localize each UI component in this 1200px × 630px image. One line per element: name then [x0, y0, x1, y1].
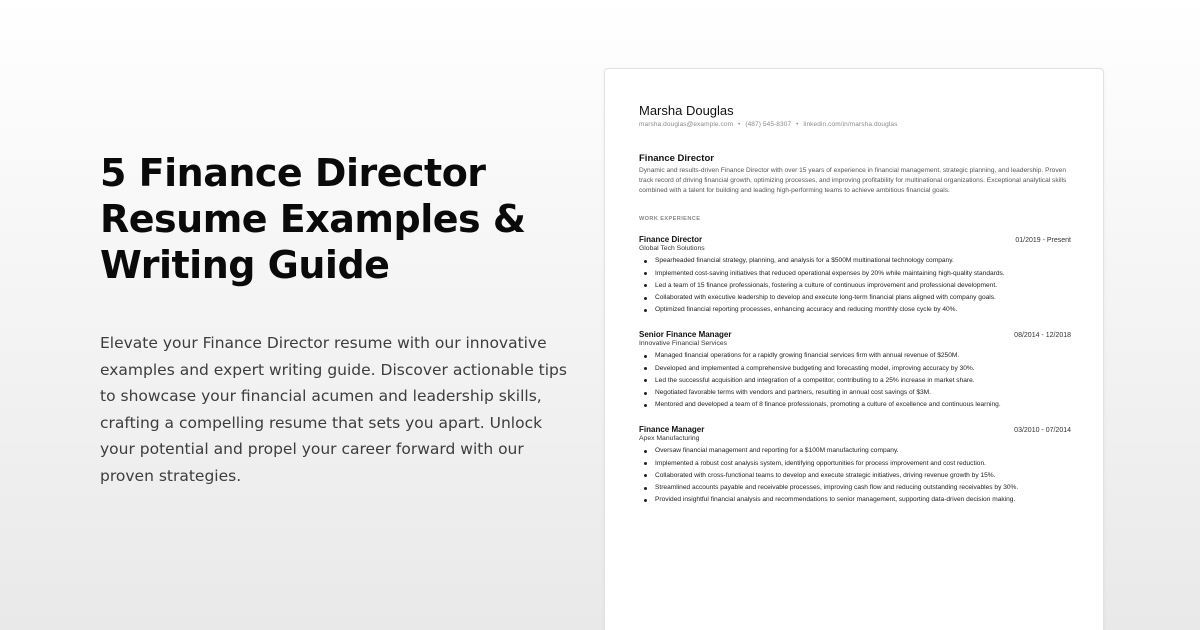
job-company: Global Tech Solutions	[639, 245, 705, 253]
section-label-work-experience: WORK EXPERIENCE	[639, 216, 701, 223]
job-bullet: Negotiated favorable terms with vendors and partners, resulting in annual cost savings of $3M.	[639, 387, 1071, 399]
job-bullet: Oversaw financial management and reporting for a $100M manufacturing company.	[639, 445, 1071, 457]
resume-preview-card	[604, 68, 1104, 630]
job-dates: 01/2019 - Present	[1015, 237, 1071, 245]
hero-section	[100, 150, 570, 490]
job-company: Apex Manufacturing	[639, 435, 700, 443]
job-bullet: Streamlined accounts payable and receivable processes, improving cash flow and reducing outstanding receivables by 30%.	[639, 482, 1071, 494]
job-bullets	[639, 350, 1071, 411]
page-title	[100, 150, 570, 288]
job-bullets	[639, 445, 1071, 506]
contact-linkedin: linkedin.com/in/marsha.douglas	[803, 121, 898, 128]
title-line: 5 Finance Director	[100, 151, 486, 195]
job-bullet: Collaborated with executive leadership to develop and execute long-term financial plans aligned with company goals.	[639, 292, 1071, 304]
job-company: Innovative Financial Services	[639, 340, 728, 348]
intro-line: your potential and propel your career forward with our	[100, 440, 524, 459]
job-bullet: Managed financial operations for a rapidly growing financial services firm with annual revenue of $250M.	[639, 350, 1071, 362]
contact-phone: (487) 545-8307	[745, 121, 792, 128]
job-entry	[639, 330, 1071, 411]
job-header	[639, 425, 1071, 434]
job-title: Senior Finance Manager	[639, 330, 732, 340]
job-bullet: Developed and implemented a comprehensive budgeting and forecasting model, improving accuracy by 30%.	[639, 363, 1071, 375]
job-bullet: Optimized financial reporting processes, enhancing accuracy and reducing monthly close cycle by 40%.	[639, 304, 1071, 316]
contact-email: marsha.douglas@example.com	[639, 121, 734, 128]
resume-content	[639, 103, 1071, 506]
intro-line: crafting a compelling resume that sets you apart. Unlock	[100, 413, 543, 432]
title-line: Writing Guide	[100, 243, 390, 287]
intro-line: Elevate your Finance Director resume with our innovative	[100, 334, 547, 352]
job-bullet: Implemented cost-saving initiatives that reduced operational expenses by 20% while maintaining high-quality standards.	[639, 268, 1071, 280]
title-line: Resume Examples &	[100, 197, 526, 241]
resume-name: Marsha Douglas	[639, 103, 734, 118]
job-title: Finance Director	[639, 235, 703, 245]
job-header	[639, 330, 1071, 339]
job-bullet: Led the successful acquisition and integration of a competitor, contributing to a 25% increase in market share.	[639, 375, 1071, 387]
job-bullet: Provided insightful financial analysis and recommendations to senior management, supporting data-driven decision making.	[639, 494, 1071, 506]
contact-separator: •	[738, 121, 741, 128]
job-bullet: Implemented a robust cost analysis system, identifying opportunities for process improvement and cost reduction.	[639, 458, 1071, 470]
job-bullet: Led a team of 15 finance professionals, fostering a culture of continuous improvement and professional development.	[639, 280, 1071, 292]
job-bullet: Mentored and developed a team of 8 finance professionals, promoting a culture of excellence and continuous learning.	[639, 399, 1071, 411]
intro-line: proven strategies.	[100, 466, 242, 485]
job-entry	[639, 235, 1071, 316]
job-dates: 08/2014 - 12/2018	[1014, 332, 1071, 340]
job-dates: 03/2010 - 07/2014	[1014, 427, 1071, 435]
intro-line: to showcase your financial acumen and leadership skills,	[100, 387, 542, 406]
job-bullet: Spearheaded financial strategy, planning, and analysis for a $500M multinational technology company.	[639, 255, 1071, 267]
contact-separator: •	[796, 121, 799, 128]
job-header	[639, 235, 1071, 244]
resume-title: Finance Director	[639, 153, 714, 164]
resume-summary: Dynamic and results-driven Finance Director with over 15 years of experience in financial management, strategic planning, and leadership. Proven track record of driving financial growth, optimizing processes, and improving profitability for multinational organizations. Exceptional analytical skills combined with a talent for building and leading high-performing teams to achieve ambitious financial goals.	[639, 167, 1067, 194]
job-bullet: Collaborated with cross-functional teams to develop and execute strategic initiatives, driving revenue growth by 15%.	[639, 470, 1071, 482]
job-bullets	[639, 255, 1071, 316]
job-entry	[639, 425, 1071, 506]
intro-line: examples and expert writing guide. Discover actionable tips	[100, 360, 567, 379]
job-list	[639, 235, 1071, 506]
resume-contact	[639, 121, 1071, 128]
job-title: Finance Manager	[639, 425, 705, 435]
intro-paragraph	[100, 330, 567, 490]
